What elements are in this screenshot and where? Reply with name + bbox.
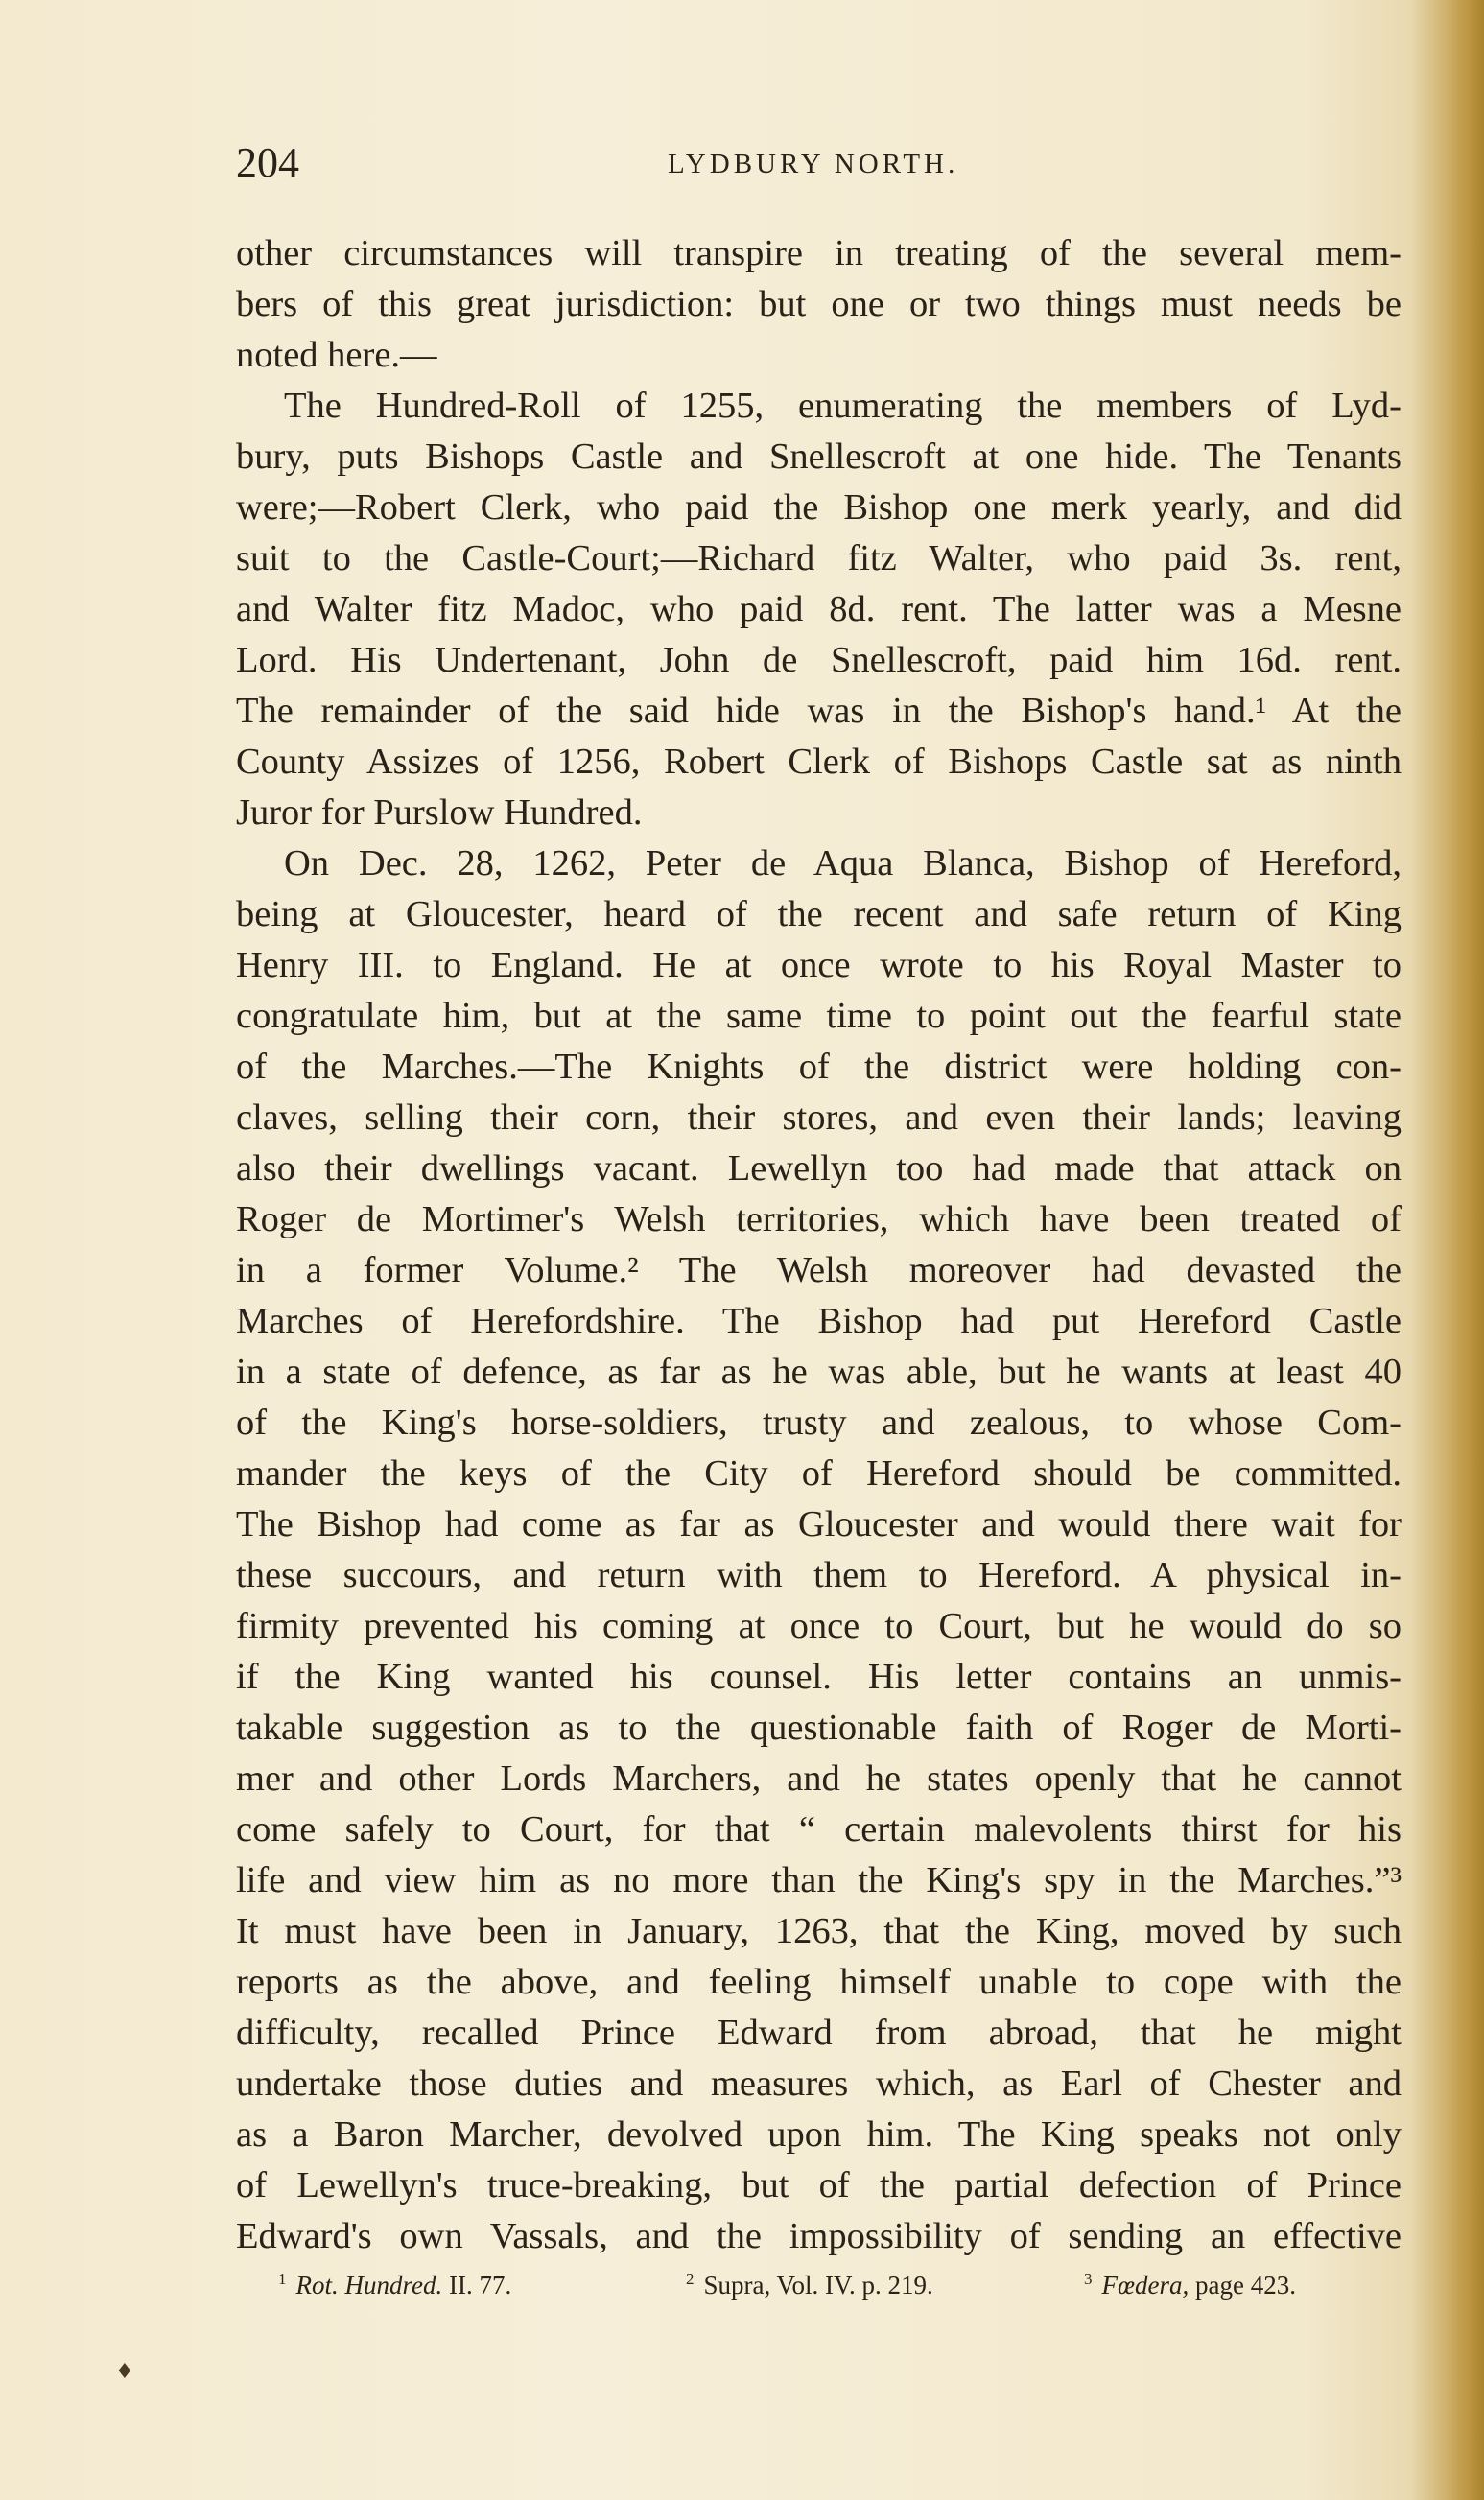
text-line: Lord. His Undertenant, John de Snellescroft, paid him 16d. rent. [236,640,1402,680]
text-line: as a Baron Marcher, devolved upon him. The King speaks not only [236,2114,1402,2155]
text-line: takable suggestion as to the questionable faith of Roger de Morti- [236,1708,1402,1748]
footnote-1-text: II. 77. [442,2271,512,2300]
text-line: Edward's own Vassals, and the impossibility of sending an effective [236,2216,1402,2256]
text-line: were;—Robert Clerk, who paid the Bishop one merk yearly, and did [236,487,1402,528]
text-line: congratulate him, but at the same time to point out the fearful state [236,996,1402,1036]
text-line: It must have been in January, 1263, that the King, moved by such [236,1911,1402,1951]
footnote-3 [1084,2258,1296,2306]
text-line: On Dec. 28, 1262, Peter de Aqua Blanca, Bishop of Hereford, [284,843,1402,884]
text-line: The remainder of the said hide was in the Bishop's hand.¹ At the [236,691,1402,731]
text-line: in a former Volume.² The Welsh moreover had devasted the [236,1250,1402,1290]
text-line: of the King's horse-soldiers, trusty and zealous, to whose Com- [236,1403,1402,1443]
footnote-1 [278,2258,511,2306]
text-line: claves, selling their corn, their stores, and even their lands; leaving [236,1097,1402,1138]
text-line: The Hundred-Roll of 1255, enumerating the members of Lyd- [284,386,1402,426]
text-line: Roger de Mortimer's Welsh territories, which have been treated of [236,1199,1402,1239]
page-header [236,134,1402,192]
text-line: undertake those duties and measures which, as Earl of Chester and [236,2064,1402,2104]
marginal-mark: ♦ [115,2360,134,2384]
text-line: come safely to Court, for that “ certain malevolents thirst for his [236,1809,1402,1850]
footnote-3-title: Fœdera, [1101,2271,1190,2300]
page-number: 204 [236,139,299,186]
text-line: firmity prevented his coming at once to Court, but he would do so [236,1606,1402,1646]
text-line: The Bishop had come as far as Gloucester and would there wait for [236,1504,1402,1545]
text-line: Juror for Purslow Hundred. [236,792,643,833]
text-line: and Walter fitz Madoc, who paid 8d. rent. The latter was a Mesne [236,589,1402,629]
text-line: these succours, and return with them to Hereford. A physical in- [236,1555,1402,1595]
footnote-3-text: page 423. [1189,2271,1296,2300]
text-line: bers of this great jurisdiction: but one or two things must needs be [236,284,1402,324]
text-line: mer and other Lords Marchers, and he states openly that he cannot [236,1758,1402,1799]
text-line: mander the keys of the City of Hereford should be committed. [236,1453,1402,1494]
text-line: County Assizes of 1256, Robert Clerk of Bishops Castle sat as ninth [236,742,1402,782]
text-line: suit to the Castle-Court;—Richard fitz Walter, who paid 3s. rent, [236,538,1402,578]
text-line: of Lewellyn's truce-breaking, but of the partial defection of Prince [236,2165,1402,2205]
text-line: Marches of Herefordshire. The Bishop had put Hereford Castle [236,1301,1402,1341]
body-text [236,228,1402,2262]
footnote-1-mark: 1 [278,2270,287,2288]
text-line: also their dwellings vacant. Lewellyn too had made that attack on [236,1148,1402,1189]
text-line: noted here.— [236,335,437,375]
text-line: of the Marches.—The Knights of the district were holding con- [236,1047,1402,1087]
text-line: life and view him as no more than the King's spy in the Marches.”³ [236,1860,1402,1900]
running-head: LYDBURY NORTH. [668,149,959,179]
footnote-3-mark: 3 [1084,2270,1093,2288]
text-line: bury, puts Bishops Castle and Snellescroft at one hide. The Tenants [236,436,1402,477]
text-line: being at Gloucester, heard of the recent and safe return of King [236,894,1402,934]
text-line: in a state of defence, as far as he was able, but he wants at least 40 [236,1352,1402,1392]
text-line: Henry III. to England. He at once wrote to his Royal Master to [236,945,1402,985]
page-edge [1451,0,1484,2500]
footnote-2-mark: 2 [686,2270,695,2288]
footnote-1-title: Rot. Hundred. [295,2271,443,2300]
footnote-2 [686,2258,933,2306]
footnote-2-text: Supra, Vol. IV. p. 219. [703,2271,933,2300]
footnotes [278,2258,1391,2300]
text-line: difficulty, recalled Prince Edward from abroad, that he might [236,2013,1402,2053]
text-line: other circumstances will transpire in treating of the several mem- [236,233,1402,273]
text-line: if the King wanted his counsel. His letter contains an unmis- [236,1657,1402,1697]
text-line: reports as the above, and feeling himself unable to cope with the [236,1962,1402,2002]
